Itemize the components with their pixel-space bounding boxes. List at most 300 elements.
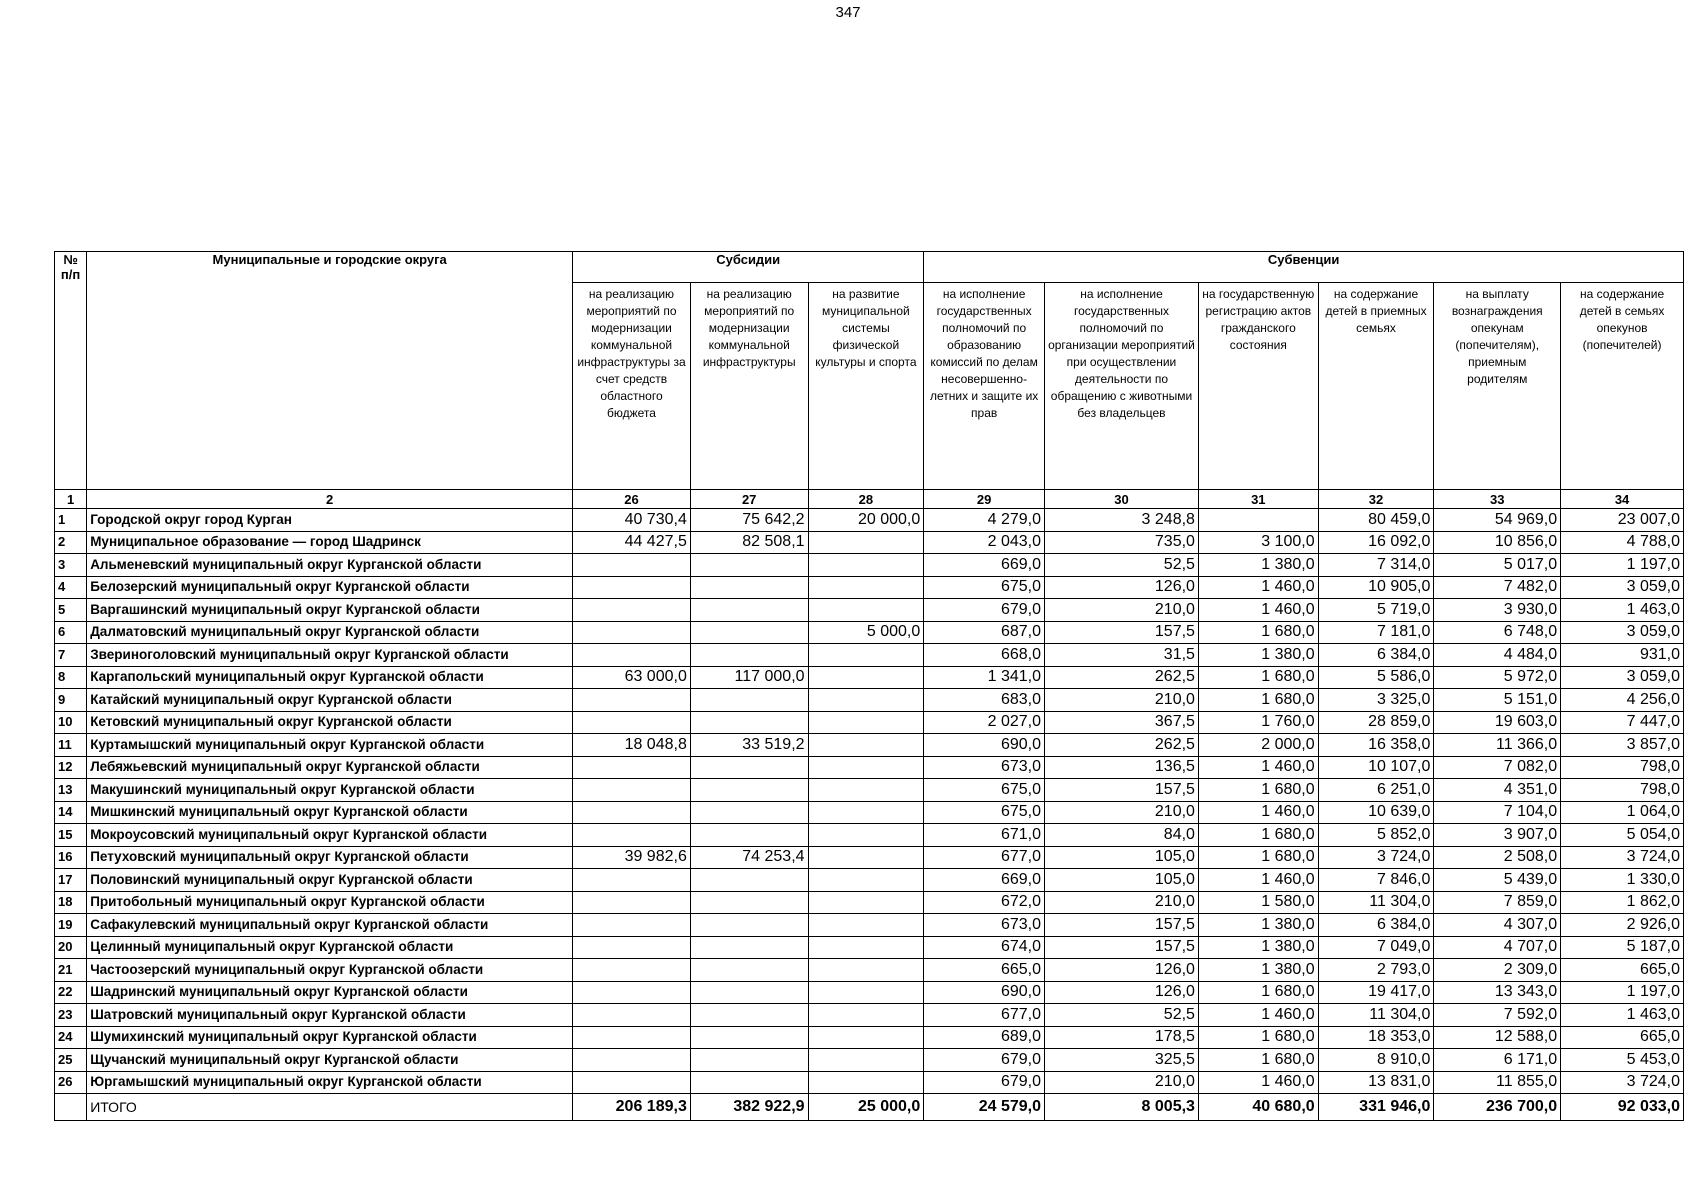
value-cell xyxy=(808,936,924,959)
value-cell: 4 256,0 xyxy=(1561,689,1684,712)
value-cell: 3 059,0 xyxy=(1561,621,1684,644)
table-row xyxy=(55,734,1684,757)
value-cell xyxy=(690,779,808,802)
value-cell: 11 855,0 xyxy=(1434,1071,1561,1094)
value-cell: 669,0 xyxy=(924,554,1045,577)
value-cell: 1 680,0 xyxy=(1198,689,1318,712)
row-index: 19 xyxy=(55,914,87,937)
table-row xyxy=(55,531,1684,554)
value-cell: 7 049,0 xyxy=(1318,936,1434,959)
district-name: Юргамышский муниципальный округ Курганской области xyxy=(87,1071,573,1094)
value-cell: 19 603,0 xyxy=(1434,711,1561,734)
value-cell xyxy=(690,756,808,779)
district-name: Варгашинский муниципальный округ Курганской области xyxy=(87,599,573,622)
value-cell: 1 460,0 xyxy=(1198,756,1318,779)
column-number: 31 xyxy=(1198,490,1318,509)
column-header: на содержание детей в семьях опекунов (попечителей) xyxy=(1561,283,1684,490)
total-value-cell: 25 000,0 xyxy=(808,1094,924,1121)
column-number: 32 xyxy=(1318,490,1434,509)
value-cell: 16 358,0 xyxy=(1318,734,1434,757)
value-cell: 105,0 xyxy=(1045,869,1199,892)
value-cell xyxy=(690,914,808,937)
value-cell: 6 384,0 xyxy=(1318,914,1434,937)
value-cell xyxy=(808,1004,924,1027)
value-cell: 2 309,0 xyxy=(1434,959,1561,982)
value-cell xyxy=(573,621,691,644)
value-cell xyxy=(573,1026,691,1049)
district-name: Притобольный муниципальный округ Курганской области xyxy=(87,891,573,914)
district-name: Макушинский муниципальный округ Курганской области xyxy=(87,779,573,802)
column-header: на государственную регистрацию актов гражданского состояния xyxy=(1198,283,1318,490)
district-name: Катайский муниципальный округ Курганской области xyxy=(87,689,573,712)
value-cell: 178,5 xyxy=(1045,1026,1199,1049)
value-cell xyxy=(808,891,924,914)
value-cell: 10 639,0 xyxy=(1318,801,1434,824)
value-cell: 1 862,0 xyxy=(1561,891,1684,914)
value-cell: 52,5 xyxy=(1045,1004,1199,1027)
value-cell xyxy=(808,711,924,734)
table-row xyxy=(55,1049,1684,1072)
value-cell xyxy=(573,801,691,824)
value-cell xyxy=(808,801,924,824)
value-cell xyxy=(690,644,808,667)
row-index: 26 xyxy=(55,1071,87,1094)
value-cell: 210,0 xyxy=(1045,891,1199,914)
column-header: на выплату вознаграждения опекунам (попечителям), приемным родителям xyxy=(1434,283,1561,490)
value-cell xyxy=(690,824,808,847)
value-cell xyxy=(808,824,924,847)
value-cell xyxy=(573,1004,691,1027)
district-name: Белозерский муниципальный округ Курганской области xyxy=(87,576,573,599)
value-cell: 3 100,0 xyxy=(1198,531,1318,554)
value-cell: 136,5 xyxy=(1045,756,1199,779)
value-cell xyxy=(573,959,691,982)
value-cell: 1 341,0 xyxy=(924,666,1045,689)
value-cell: 10 856,0 xyxy=(1434,531,1561,554)
value-cell xyxy=(808,1049,924,1072)
row-index: 14 xyxy=(55,801,87,824)
value-cell: 126,0 xyxy=(1045,959,1199,982)
district-name: Кетовский муниципальный округ Курганской области xyxy=(87,711,573,734)
value-cell: 675,0 xyxy=(924,779,1045,802)
value-cell: 1 680,0 xyxy=(1198,621,1318,644)
value-cell: 262,5 xyxy=(1045,734,1199,757)
total-value-cell: 24 579,0 xyxy=(924,1094,1045,1121)
value-cell: 665,0 xyxy=(1561,1026,1684,1049)
value-cell: 13 343,0 xyxy=(1434,981,1561,1004)
value-cell: 39 982,6 xyxy=(573,846,691,869)
value-cell: 1 064,0 xyxy=(1561,801,1684,824)
total-row xyxy=(55,1094,1684,1121)
value-cell xyxy=(573,824,691,847)
value-cell: 1 197,0 xyxy=(1561,554,1684,577)
value-cell: 1 680,0 xyxy=(1198,1049,1318,1072)
value-cell: 33 519,2 xyxy=(690,734,808,757)
table-row xyxy=(55,621,1684,644)
value-cell xyxy=(808,689,924,712)
column-header: на содержание детей в приемных семьях xyxy=(1318,283,1434,490)
value-cell: 671,0 xyxy=(924,824,1045,847)
value-cell: 7 181,0 xyxy=(1318,621,1434,644)
value-cell xyxy=(690,959,808,982)
table-row xyxy=(55,891,1684,914)
value-cell: 5 151,0 xyxy=(1434,689,1561,712)
district-name: Частоозерский муниципальный округ Курганской области xyxy=(87,959,573,982)
district-name: Городской округ город Курган xyxy=(87,509,573,532)
table-row xyxy=(55,936,1684,959)
value-cell xyxy=(573,1049,691,1072)
value-cell xyxy=(690,599,808,622)
column-header: на развитие муниципальной системы физической культуры и спорта xyxy=(808,283,924,490)
value-cell: 679,0 xyxy=(924,599,1045,622)
value-cell xyxy=(690,1004,808,1027)
value-cell: 5 719,0 xyxy=(1318,599,1434,622)
value-cell xyxy=(808,779,924,802)
value-cell: 5 852,0 xyxy=(1318,824,1434,847)
table-row xyxy=(55,509,1684,532)
value-cell: 1 680,0 xyxy=(1198,779,1318,802)
value-cell: 4 707,0 xyxy=(1434,936,1561,959)
value-cell: 3 059,0 xyxy=(1561,666,1684,689)
district-name: Альменевский муниципальный округ Курганской области xyxy=(87,554,573,577)
district-name: Сафакулевский муниципальный округ Курганской области xyxy=(87,914,573,937)
value-cell: 1 463,0 xyxy=(1561,599,1684,622)
table-row xyxy=(55,981,1684,1004)
value-cell: 6 251,0 xyxy=(1318,779,1434,802)
value-cell: 1 680,0 xyxy=(1198,824,1318,847)
value-cell: 1 460,0 xyxy=(1198,1004,1318,1027)
value-cell: 210,0 xyxy=(1045,1071,1199,1094)
value-cell: 690,0 xyxy=(924,981,1045,1004)
table-row xyxy=(55,1071,1684,1094)
value-cell xyxy=(573,554,691,577)
value-cell xyxy=(573,891,691,914)
value-cell: 5 972,0 xyxy=(1434,666,1561,689)
column-number: 26 xyxy=(573,490,691,509)
value-cell: 3 724,0 xyxy=(1561,846,1684,869)
value-cell xyxy=(573,599,691,622)
value-cell xyxy=(690,1071,808,1094)
value-cell: 75 642,2 xyxy=(690,509,808,532)
value-cell xyxy=(573,869,691,892)
value-cell: 675,0 xyxy=(924,576,1045,599)
value-cell: 157,5 xyxy=(1045,936,1199,959)
value-cell: 10 905,0 xyxy=(1318,576,1434,599)
value-cell xyxy=(808,981,924,1004)
value-cell: 105,0 xyxy=(1045,846,1199,869)
table-row xyxy=(55,756,1684,779)
total-value-cell: 40 680,0 xyxy=(1198,1094,1318,1121)
value-cell: 6 384,0 xyxy=(1318,644,1434,667)
value-cell xyxy=(808,1071,924,1094)
value-cell xyxy=(690,554,808,577)
value-cell: 28 859,0 xyxy=(1318,711,1434,734)
row-index: 8 xyxy=(55,666,87,689)
row-index: 17 xyxy=(55,869,87,892)
table-row xyxy=(55,824,1684,847)
table-row xyxy=(55,689,1684,712)
value-cell: 1 460,0 xyxy=(1198,599,1318,622)
value-cell xyxy=(573,644,691,667)
value-cell: 7 592,0 xyxy=(1434,1004,1561,1027)
value-cell: 673,0 xyxy=(924,914,1045,937)
value-cell: 11 366,0 xyxy=(1434,734,1561,757)
value-cell xyxy=(808,644,924,667)
value-cell xyxy=(808,531,924,554)
value-cell: 4 788,0 xyxy=(1561,531,1684,554)
value-cell xyxy=(573,914,691,937)
value-cell: 3 724,0 xyxy=(1561,1071,1684,1094)
table-row xyxy=(55,666,1684,689)
value-cell: 1 460,0 xyxy=(1198,869,1318,892)
districts-header: Муниципальные и городские округа xyxy=(87,252,573,490)
value-cell xyxy=(573,756,691,779)
value-cell: 5 586,0 xyxy=(1318,666,1434,689)
value-cell xyxy=(808,756,924,779)
value-cell: 8 910,0 xyxy=(1318,1049,1434,1072)
value-cell: 3 857,0 xyxy=(1561,734,1684,757)
value-cell xyxy=(808,846,924,869)
value-cell xyxy=(690,869,808,892)
table-row xyxy=(55,644,1684,667)
district-name: Целинный муниципальный округ Курганской области xyxy=(87,936,573,959)
value-cell: 679,0 xyxy=(924,1071,1045,1094)
value-cell: 325,5 xyxy=(1045,1049,1199,1072)
column-number: 30 xyxy=(1045,490,1199,509)
value-cell: 18 048,8 xyxy=(573,734,691,757)
value-cell: 16 092,0 xyxy=(1318,531,1434,554)
total-label: ИТОГО xyxy=(87,1094,573,1121)
value-cell: 1 380,0 xyxy=(1198,644,1318,667)
row-index: 24 xyxy=(55,1026,87,1049)
value-cell: 1 460,0 xyxy=(1198,1071,1318,1094)
value-cell: 931,0 xyxy=(1561,644,1684,667)
value-cell: 672,0 xyxy=(924,891,1045,914)
value-cell: 2 793,0 xyxy=(1318,959,1434,982)
row-index: 20 xyxy=(55,936,87,959)
value-cell xyxy=(573,779,691,802)
value-cell: 4 279,0 xyxy=(924,509,1045,532)
value-cell: 13 831,0 xyxy=(1318,1071,1434,1094)
row-index: 7 xyxy=(55,644,87,667)
value-cell: 126,0 xyxy=(1045,981,1199,1004)
row-index: 11 xyxy=(55,734,87,757)
total-value-cell: 92 033,0 xyxy=(1561,1094,1684,1121)
value-cell: 689,0 xyxy=(924,1026,1045,1049)
value-cell: 11 304,0 xyxy=(1318,1004,1434,1027)
value-cell xyxy=(808,554,924,577)
table-row xyxy=(55,801,1684,824)
value-cell: 1 680,0 xyxy=(1198,846,1318,869)
district-name: Звериноголовский муниципальный округ Курганской области xyxy=(87,644,573,667)
value-cell: 2 043,0 xyxy=(924,531,1045,554)
value-cell: 262,5 xyxy=(1045,666,1199,689)
value-cell xyxy=(573,1071,691,1094)
total-value-cell: 382 922,9 xyxy=(690,1094,808,1121)
value-cell: 84,0 xyxy=(1045,824,1199,847)
value-cell: 5 000,0 xyxy=(808,621,924,644)
table-row xyxy=(55,554,1684,577)
row-index: 4 xyxy=(55,576,87,599)
value-cell: 1 680,0 xyxy=(1198,981,1318,1004)
value-cell: 3 248,8 xyxy=(1045,509,1199,532)
subventions-header: Субвенции xyxy=(924,252,1684,283)
value-cell: 3 325,0 xyxy=(1318,689,1434,712)
value-cell: 23 007,0 xyxy=(1561,509,1684,532)
value-cell: 2 000,0 xyxy=(1198,734,1318,757)
value-cell xyxy=(690,621,808,644)
value-cell: 1 460,0 xyxy=(1198,801,1318,824)
table-row xyxy=(55,1026,1684,1049)
table-row xyxy=(55,711,1684,734)
column-number: 2 xyxy=(87,490,573,509)
table-row xyxy=(55,599,1684,622)
value-cell: 157,5 xyxy=(1045,914,1199,937)
value-cell: 677,0 xyxy=(924,1004,1045,1027)
row-index: 5 xyxy=(55,599,87,622)
district-name: Муниципальное образование — город Шадринск xyxy=(87,531,573,554)
value-cell xyxy=(690,936,808,959)
column-number: 27 xyxy=(690,490,808,509)
value-cell: 6 748,0 xyxy=(1434,621,1561,644)
value-cell xyxy=(690,801,808,824)
row-index: 16 xyxy=(55,846,87,869)
value-cell: 7 846,0 xyxy=(1318,869,1434,892)
district-name: Шадринский муниципальный округ Курганской области xyxy=(87,981,573,1004)
value-cell: 687,0 xyxy=(924,621,1045,644)
value-cell: 1 463,0 xyxy=(1561,1004,1684,1027)
value-cell xyxy=(808,959,924,982)
value-cell: 12 588,0 xyxy=(1434,1026,1561,1049)
value-cell: 3 724,0 xyxy=(1318,846,1434,869)
row-index: 23 xyxy=(55,1004,87,1027)
value-cell: 126,0 xyxy=(1045,576,1199,599)
value-cell: 40 730,4 xyxy=(573,509,691,532)
value-cell: 673,0 xyxy=(924,756,1045,779)
value-cell: 683,0 xyxy=(924,689,1045,712)
value-cell: 157,5 xyxy=(1045,779,1199,802)
row-index: 10 xyxy=(55,711,87,734)
value-cell: 798,0 xyxy=(1561,779,1684,802)
district-name: Лебяжьевский муниципальный округ Курганской области xyxy=(87,756,573,779)
column-numbers-row xyxy=(55,490,1684,509)
value-cell: 1 460,0 xyxy=(1198,576,1318,599)
row-index: 1 xyxy=(55,509,87,532)
value-cell: 5 017,0 xyxy=(1434,554,1561,577)
column-number: 1 xyxy=(55,490,87,509)
table-row xyxy=(55,869,1684,892)
table-row xyxy=(55,914,1684,937)
value-cell xyxy=(690,1026,808,1049)
value-cell: 3 930,0 xyxy=(1434,599,1561,622)
value-cell: 210,0 xyxy=(1045,599,1199,622)
value-cell: 1 680,0 xyxy=(1198,1026,1318,1049)
district-name: Шатровский муниципальный округ Курганской области xyxy=(87,1004,573,1027)
value-cell: 210,0 xyxy=(1045,689,1199,712)
value-cell: 665,0 xyxy=(924,959,1045,982)
column-number: 28 xyxy=(808,490,924,509)
value-cell: 74 253,4 xyxy=(690,846,808,869)
value-cell xyxy=(573,689,691,712)
value-cell: 1 380,0 xyxy=(1198,959,1318,982)
value-cell: 4 307,0 xyxy=(1434,914,1561,937)
value-cell: 1 580,0 xyxy=(1198,891,1318,914)
value-cell xyxy=(573,711,691,734)
value-cell: 5 439,0 xyxy=(1434,869,1561,892)
value-cell xyxy=(690,981,808,1004)
value-cell: 798,0 xyxy=(1561,756,1684,779)
value-cell: 1 197,0 xyxy=(1561,981,1684,1004)
value-cell: 4 484,0 xyxy=(1434,644,1561,667)
value-cell: 63 000,0 xyxy=(573,666,691,689)
value-cell xyxy=(808,666,924,689)
value-cell xyxy=(690,1049,808,1072)
value-cell: 210,0 xyxy=(1045,801,1199,824)
district-name: Каргапольский муниципальный округ Курганской области xyxy=(87,666,573,689)
value-cell: 3 907,0 xyxy=(1434,824,1561,847)
table-row xyxy=(55,779,1684,802)
total-value-cell: 8 005,3 xyxy=(1045,1094,1199,1121)
value-cell: 1 380,0 xyxy=(1198,914,1318,937)
value-cell: 157,5 xyxy=(1045,621,1199,644)
column-number: 34 xyxy=(1561,490,1684,509)
value-cell: 1 680,0 xyxy=(1198,666,1318,689)
total-value-cell: 331 946,0 xyxy=(1318,1094,1434,1121)
value-cell xyxy=(690,711,808,734)
column-header: на исполнение государственных полномочий по образованию комиссий по делам несовершенно-летних и защите их прав xyxy=(924,283,1045,490)
value-cell xyxy=(808,869,924,892)
value-cell: 7 082,0 xyxy=(1434,756,1561,779)
value-cell: 82 508,1 xyxy=(690,531,808,554)
district-name: Петуховский муниципальный округ Курганской области xyxy=(87,846,573,869)
column-header: на исполнение государственных полномочий по организации мероприятий при осуществлении деятельности по обращению с животными без владельцев xyxy=(1045,283,1199,490)
value-cell: 7 314,0 xyxy=(1318,554,1434,577)
value-cell: 367,5 xyxy=(1045,711,1199,734)
row-index: 13 xyxy=(55,779,87,802)
value-cell: 20 000,0 xyxy=(808,509,924,532)
value-cell: 6 171,0 xyxy=(1434,1049,1561,1072)
value-cell: 80 459,0 xyxy=(1318,509,1434,532)
value-cell: 669,0 xyxy=(924,869,1045,892)
page-number: 347 xyxy=(835,4,861,21)
value-cell: 7 104,0 xyxy=(1434,801,1561,824)
district-name: Мишкинский муниципальный округ Курганской области xyxy=(87,801,573,824)
value-cell: 690,0 xyxy=(924,734,1045,757)
budget-table xyxy=(54,251,1684,1121)
row-index: 15 xyxy=(55,824,87,847)
value-cell xyxy=(1198,509,1318,532)
value-cell xyxy=(690,689,808,712)
district-name: Шумихинский муниципальный округ Курганской области xyxy=(87,1026,573,1049)
total-index-cell xyxy=(55,1094,87,1121)
value-cell: 2 926,0 xyxy=(1561,914,1684,937)
value-cell: 735,0 xyxy=(1045,531,1199,554)
row-index: 3 xyxy=(55,554,87,577)
value-cell: 679,0 xyxy=(924,1049,1045,1072)
table-row xyxy=(55,846,1684,869)
value-cell: 54 969,0 xyxy=(1434,509,1561,532)
value-cell: 117 000,0 xyxy=(690,666,808,689)
value-cell xyxy=(573,981,691,1004)
value-cell: 10 107,0 xyxy=(1318,756,1434,779)
value-cell: 1 760,0 xyxy=(1198,711,1318,734)
value-cell: 5 453,0 xyxy=(1561,1049,1684,1072)
subsidies-header: Субсидии xyxy=(573,252,924,283)
table-row xyxy=(55,959,1684,982)
value-cell: 665,0 xyxy=(1561,959,1684,982)
row-index: 6 xyxy=(55,621,87,644)
row-index: 22 xyxy=(55,981,87,1004)
